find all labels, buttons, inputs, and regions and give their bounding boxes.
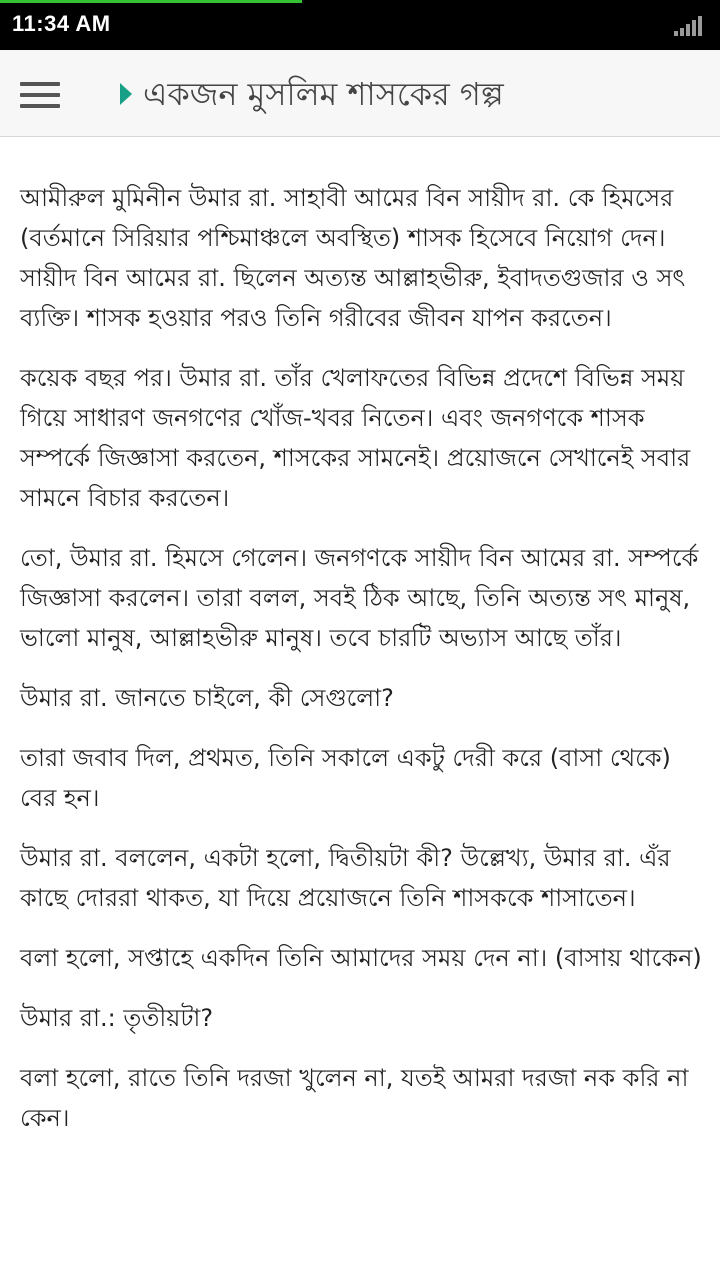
article-paragraph: তারা জবাব দিল, প্রথমত, তিনি সকালে একটু দেরী করে (বাসা থেকে) বের হন। <box>20 744 671 812</box>
article-paragraph: তো, উমার রা. হিমসে গেলেন। জনগণকে সায়ীদ বিন আমের রা. সম্পর্কে জিজ্ঞাসা করলেন। তারা বলল, সবই ঠিক আছে, তিনি অত্যন্ত সৎ মানুষ, ভালো মানুষ, আল্লাহভীরু মানুষ। তবে চারটি অভ্যাস আছে তাঁর। <box>20 544 699 652</box>
article-paragraph: উমার রা.: তৃতীয়টা? <box>20 1004 214 1032</box>
article-paragraph: উমার রা. জানতে চাইলে, কী সেগুলো? <box>20 684 394 712</box>
article-paragraph: আমীরুল মুমিনীন উমার রা. সাহাবী আমের বিন সায়ীদ রা. কে হিমসের (বর্তমানে সিরিয়ার পশ্চিমাঞ্চলে অবস্থিত) শাসক হিসেবে নিয়োগ দেন। সায়ীদ বিন আমের রা. ছিলেন অত্যন্ত আল্লাহভীরু, ইবাদতগুজার ও সৎ ব্যক্তি। শাসক হওয়ার পরও তিনি গরীবের জীবন যাপন করতেন। <box>20 184 686 332</box>
loading-progress-bar <box>0 0 302 3</box>
page-title: একজন মুসলিম শাসকের গল্প <box>143 75 504 113</box>
signal-bars-icon <box>674 14 708 36</box>
article-body <box>20 178 704 1158</box>
article-paragraph: বলা হলো, সপ্তাহে একদিন তিনি আমাদের সময় দেন না। (বাসায় থাকেন) <box>20 944 702 972</box>
article-paragraph: কয়েক বছর পর। উমার রা. তাঁর খেলাফতের বিভিন্ন প্রদেশে বিভিন্ন সময় গিয়ে সাধারণ জনগণের খোঁজ-খবর নিতেন। এবং জনগণকে শাসক সম্পর্কে জিজ্ঞাসা করতেন, শাসকের সামনেই। প্রয়োজনে সেখানেই সবার সামনে বিচার করতেন। <box>20 364 691 512</box>
status-time: 11:34 AM <box>12 11 111 36</box>
app-bar <box>0 50 720 137</box>
hamburger-menu-icon[interactable] <box>14 72 66 116</box>
article-paragraph: বলা হলো, রাতে তিনি দরজা খুলেন না, যতই আমরা দরজা নক করি না কেন। <box>20 1064 689 1132</box>
play-caret-icon <box>120 83 132 105</box>
status-bar <box>0 0 720 50</box>
article-paragraph: উমার রা. বললেন, একটা হলো, দ্বিতীয়টা কী? উল্লেখ্য, উমার রা. এঁর কাছে দোররা থাকত, যা দিয়ে প্রয়োজনে তিনি শাসককে শাসাতেন। <box>20 844 671 912</box>
